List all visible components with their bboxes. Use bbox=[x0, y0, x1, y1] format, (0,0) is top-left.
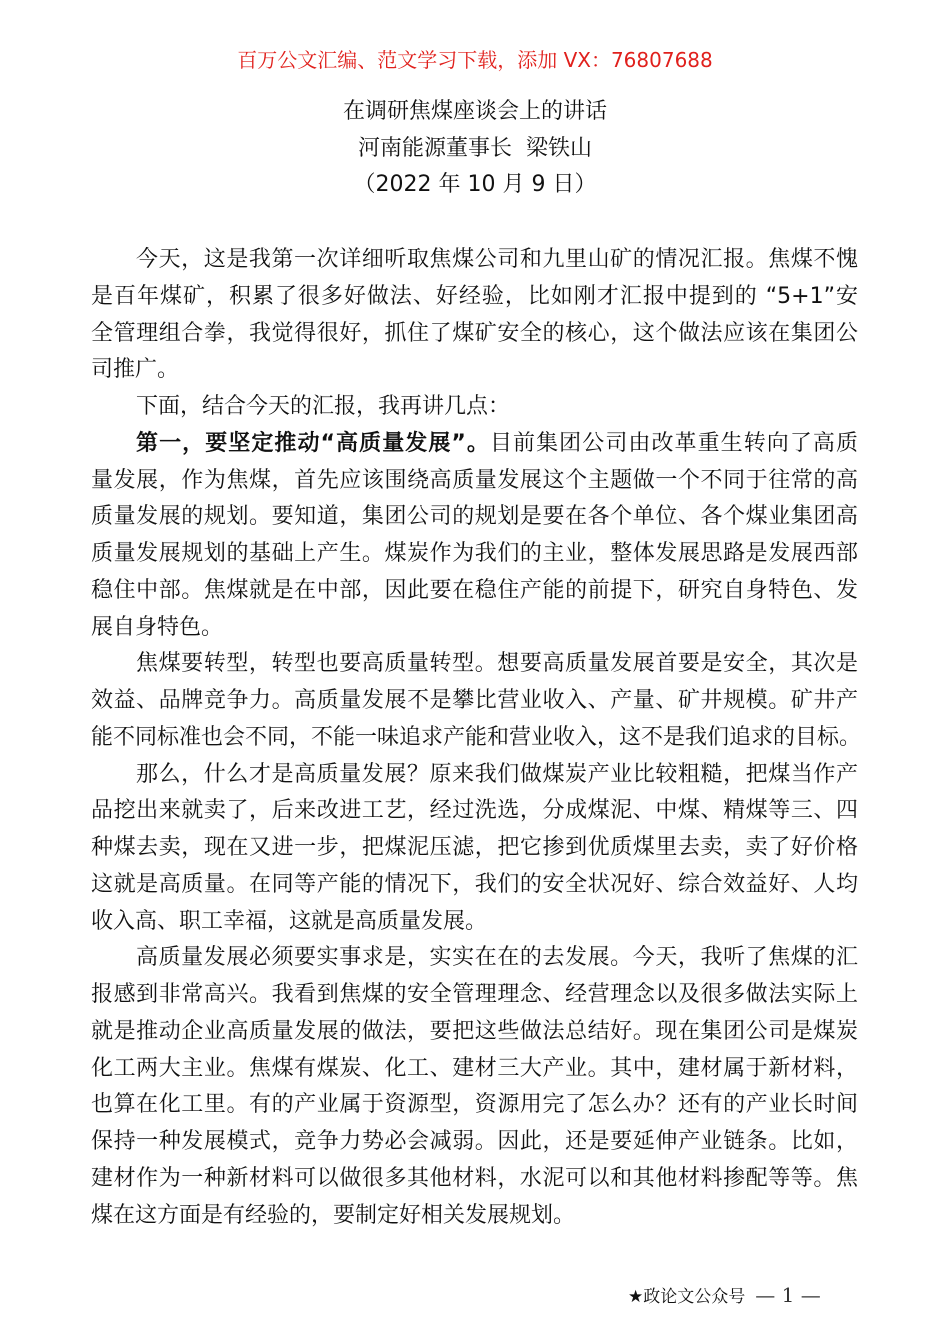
document-title: 在调研焦煤座谈会上的讲话 bbox=[342, 99, 607, 124]
paragraph-line bbox=[91, 720, 862, 757]
line-text: 煤在这方面是有经验的，要制定好相关发展规划。 bbox=[91, 1202, 576, 1228]
line-text: 质量发展规划的基础上产生。煤炭作为我们的主业，整体发展思路是发展西部 bbox=[91, 541, 858, 566]
watermark-banner: 百万公文汇编、范文学习下载，添加 VX：76807688 bbox=[237, 48, 713, 72]
line-text: 质量发展的规划。要知道，集团公司的规划是要在各个单位、各个煤业集团高 bbox=[91, 504, 858, 530]
document-author: 河南能源董事长 梁铁山 bbox=[358, 136, 592, 161]
line-text: 展自身特色。 bbox=[91, 614, 224, 640]
line-text: 下面，结合今天的汇报，我再讲几点： bbox=[136, 394, 511, 419]
paragraph-line bbox=[91, 904, 858, 941]
line-text: 是百年煤矿，积累了很多好做法、好经验，比如刚才汇报中提到的 “5+1”安 bbox=[91, 283, 858, 309]
paragraph-line bbox=[91, 1198, 858, 1235]
line-text: 种煤去卖，现在又进一步，把煤泥压滤，把它掺到优质煤里去卖，卖了好价格 bbox=[91, 835, 858, 860]
line-text: 司推广。 bbox=[91, 357, 180, 383]
line-text: 建材作为一种新材料可以做很多其他材料，水泥可以和其他材料掺配等等。焦 bbox=[91, 1165, 858, 1191]
footer-source: ★政论文公众号 bbox=[628, 1287, 746, 1307]
paragraph-line bbox=[91, 757, 858, 794]
paragraph-line bbox=[91, 977, 858, 1014]
paragraph-line bbox=[91, 610, 858, 647]
line-text: 全管理组合拳，我觉得很好，抓住了煤矿安全的核心，这个做法应该在集团公 bbox=[91, 320, 858, 346]
paragraph-line bbox=[91, 1124, 858, 1161]
paragraph-line bbox=[91, 352, 858, 389]
line-text: 收入高、职工幸福，这就是高质量发展。 bbox=[91, 908, 488, 934]
paragraph-line bbox=[91, 830, 858, 867]
line-text: 目前集团公司由改革重生转向了高质 bbox=[489, 430, 858, 456]
line-text: 今天，这是我第一次详细听取焦煤公司和九里山矿的情况汇报。焦煤不愧 bbox=[136, 247, 858, 272]
paragraph-line bbox=[91, 242, 858, 279]
line-text: 品挖出来就卖了，后来改进工艺，经过洗选，分成煤泥、中煤、精煤等三、四 bbox=[91, 798, 858, 824]
paragraph-line bbox=[91, 279, 858, 316]
line-text: 高质量发展必须要实事求是，实实在在的去发展。今天，我听了焦煤的汇 bbox=[136, 945, 858, 971]
line-text: 那么，什么才是高质量发展？原来我们做煤炭产业比较粗糙，把煤当作产 bbox=[136, 761, 858, 787]
line-text: 保持一种发展模式，竞争力势必会减弱。因此，还是要延伸产业链条。比如， bbox=[91, 1129, 858, 1154]
page-footer bbox=[628, 1282, 821, 1310]
paragraph-line bbox=[91, 499, 858, 536]
paragraph-line bbox=[91, 1014, 858, 1051]
paragraph-line bbox=[91, 463, 858, 500]
paragraph-line bbox=[91, 316, 858, 353]
line-text: 报感到非常高兴。我看到焦煤的安全管理理念、经营理念以及很多做法实际上 bbox=[91, 982, 858, 1007]
document-date: （2022 年 10 月 9 日） bbox=[353, 172, 597, 197]
line-text: 化工两大主业。焦煤有煤炭、化工、建材三大产业。其中，建材属于新材料， bbox=[91, 1055, 858, 1081]
paragraph-line bbox=[91, 940, 858, 977]
paragraph-line bbox=[91, 683, 858, 720]
paragraph-line bbox=[91, 867, 858, 904]
line-text: 这就是高质量。在同等产能的情况下，我们的安全状况好、综合效益好、人均 bbox=[91, 871, 858, 897]
paragraph-line bbox=[91, 1051, 858, 1088]
section-heading: 第一，要坚定推动“高质量发展”。 bbox=[136, 430, 490, 456]
paragraph-line bbox=[91, 793, 858, 830]
line-text: 就是推动企业高质量发展的做法，要把这些做法总结好。现在集团公司是煤炭 bbox=[91, 1018, 858, 1044]
paragraph-line bbox=[91, 389, 858, 426]
paragraph-line bbox=[91, 426, 858, 463]
paragraph-line bbox=[91, 536, 858, 573]
paragraph-line bbox=[91, 646, 858, 683]
document-body bbox=[91, 242, 862, 1234]
paragraph-line bbox=[91, 573, 858, 610]
line-text: 量发展，作为焦煤，首先应该围绕高质量发展这个主题做一个不同于往常的高 bbox=[91, 467, 858, 493]
line-text: 效益、品牌竞争力。高质量发展不是攀比营业收入、产量、矿井规模。矿井产 bbox=[91, 688, 858, 713]
page-number: — 1 — bbox=[755, 1283, 821, 1307]
paragraph-line bbox=[91, 1087, 858, 1124]
paragraph-line bbox=[91, 1161, 858, 1198]
line-text: 也算在化工里。有的产业属于资源型，资源用完了怎么办？还有的产业长时间 bbox=[91, 1092, 858, 1118]
line-text: 稳住中部。焦煤就是在中部，因此要在稳住产能的前提下，研究自身特色、发 bbox=[91, 577, 858, 603]
line-text: 焦煤要转型，转型也要高质量转型。想要高质量发展首要是安全，其次是 bbox=[136, 651, 858, 677]
line-text: 能不同标准也会不同，不能一味追求产能和营业收入，这不是我们追求的目标。 bbox=[91, 724, 862, 750]
